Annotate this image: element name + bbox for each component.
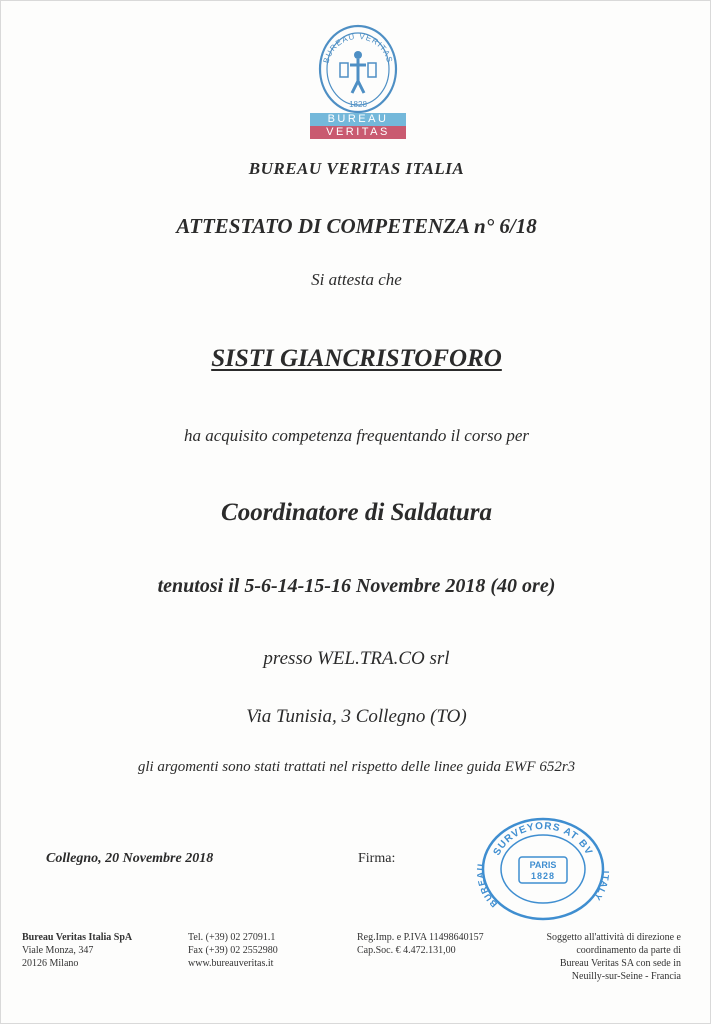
footer-web: www.bureauveritas.it <box>188 958 274 969</box>
footer-direction-line: Soggetto all'attività di direzione e <box>546 932 681 943</box>
course-venue: presso WEL.TRA.CO srl <box>263 648 450 669</box>
footer-fax: Fax (+39) 02 2552980 <box>188 945 278 956</box>
footer-company: Bureau Veritas Italia SpA <box>22 932 133 943</box>
company-heading: BUREAU VERITAS ITALIA <box>248 159 465 178</box>
course-name: Coordinatore di Saldatura <box>221 499 492 526</box>
svg-text:PARIS: PARIS <box>529 860 557 870</box>
footer-direction-line: coordinamento da parte di <box>576 945 681 956</box>
svg-text:SURVEYORS AT BV: SURVEYORS AT BV <box>491 820 595 858</box>
svg-text:BUREAU VERITAS: BUREAU VERITAS <box>321 31 395 65</box>
footer-company-address <box>22 931 132 970</box>
footer-capital: Cap.Soc. € 4.472.131,00 <box>357 945 456 956</box>
attestation-intro: Si attesta che <box>311 270 402 289</box>
logo-band-bureau: BUREAU <box>310 113 406 126</box>
footer-direction-line: Neuilly-sur-Seine - Francia <box>571 971 681 982</box>
acquired-statement: ha acquisito competenza frequentando il corso per <box>184 426 529 445</box>
footer-street: Viale Monza, 347 <box>22 945 94 956</box>
svg-text:ITALY: ITALY <box>591 870 611 903</box>
footer-contacts <box>188 931 278 970</box>
svg-text:1828: 1828 <box>530 871 556 881</box>
company-stamp-icon <box>469 811 617 923</box>
svg-text:1828: 1828 <box>349 100 367 109</box>
footer-tel: Tel. (+39) 02 27091.1 <box>188 932 276 943</box>
logo-band-veritas: VERITAS <box>310 126 406 139</box>
footer-registration <box>357 931 484 957</box>
certificate-title: ATTESTATO DI COMPETENZA n° 6/18 <box>176 214 537 238</box>
footer-direction <box>531 931 681 983</box>
venue-address: Via Tunisia, 3 Collegno (TO) <box>246 706 467 727</box>
recipient-name: SISTI GIANCRISTOFORO <box>211 345 502 372</box>
footer-direction-line: Bureau Veritas SA con sede in <box>559 958 681 969</box>
seal-emblem-icon <box>310 23 406 115</box>
course-dates: tenutosi il 5-6-14-15-16 Novembre 2018 (40 ore) <box>157 575 556 597</box>
footer-city: 20126 Milano <box>22 958 79 969</box>
place-and-date: Collegno, 20 Novembre 2018 <box>46 851 214 866</box>
signature-label: Firma: <box>358 851 396 866</box>
bureau-veritas-logo <box>310 23 406 139</box>
guidelines-note: gli argomenti sono stati trattati nel rispetto delle linee guida EWF 652r3 <box>137 759 576 775</box>
svg-text:BUREAU: BUREAU <box>475 862 500 910</box>
footer-reg: Reg.Imp. e P.IVA 11498640157 <box>357 932 484 943</box>
